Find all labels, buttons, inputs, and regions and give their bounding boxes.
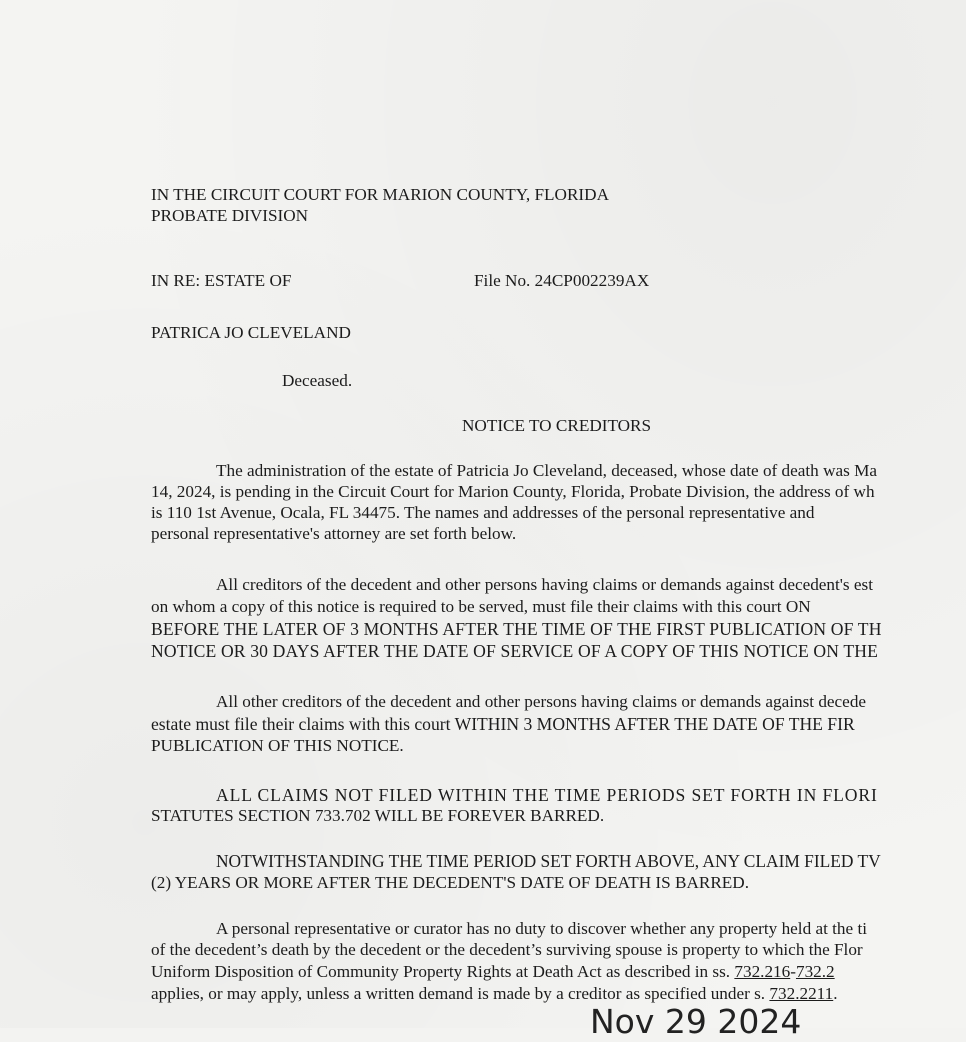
deceased-label: Deceased. bbox=[282, 371, 353, 390]
notice-title: NOTICE TO CREDITORS bbox=[462, 416, 652, 435]
paragraph-line: estate must file their claims with this court WITHIN 3 MONTHS AFTER THE DATE OF THE FIR bbox=[151, 714, 855, 734]
paragraph-text: applies, or may apply, unless a written demand is made by a creditor as specified under s. bbox=[151, 984, 770, 1003]
statute-reference: 732.2211 bbox=[769, 984, 834, 1003]
paragraph-line: BEFORE THE LATER OF 3 MONTHS AFTER THE TIME OF THE FIRST PUBLICATION OF TH bbox=[151, 619, 882, 639]
paragraph-line: All creditors of the decedent and other persons having claims or demands against decedent's est bbox=[216, 575, 873, 594]
paragraph-line: A personal representative or curator has no duty to discover whether any property held at the ti bbox=[216, 919, 868, 938]
paragraph-line: NOTICE OR 30 DAYS AFTER THE DATE OF SERVICE OF A COPY OF THIS NOTICE ON THE bbox=[151, 641, 879, 661]
file-number: File No. 24CP002239AX bbox=[474, 271, 650, 290]
decedent-name: PATRICA JO CLEVELAND bbox=[151, 323, 351, 342]
in-re-label: IN RE: ESTATE OF bbox=[151, 271, 292, 290]
paragraph-line: personal representative's attorney are set forth below. bbox=[151, 524, 517, 543]
paragraph-line bbox=[151, 984, 838, 1004]
paragraph-line: of the decedent’s death by the decedent or the decedent’s surviving spouse is property to which the Flor bbox=[151, 940, 863, 959]
paragraph-line: 14, 2024, is pending in the Circuit Court for Marion County, Florida, Probate Division, the address of wh bbox=[151, 482, 875, 501]
date-stamp: Nov 29 2024 bbox=[590, 1002, 802, 1041]
court-heading: IN THE CIRCUIT COURT FOR MARION COUNTY, FLORIDA bbox=[151, 185, 609, 204]
statute-reference: 732.216 bbox=[734, 962, 791, 981]
paragraph-line: PUBLICATION OF THIS NOTICE. bbox=[151, 736, 404, 755]
statute-reference: 732.2 bbox=[795, 962, 835, 981]
paragraph-line: (2) YEARS OR MORE AFTER THE DECEDENT'S DATE OF DEATH IS BARRED. bbox=[151, 873, 749, 892]
division-heading: PROBATE DIVISION bbox=[151, 206, 309, 225]
paragraph-text: Uniform Disposition of Community Property Rights at Death Act as described in ss. bbox=[151, 962, 735, 981]
paragraph-line: The administration of the estate of Patricia Jo Cleveland, deceased, whose date of death was Ma bbox=[216, 461, 878, 480]
paragraph-line bbox=[151, 962, 835, 982]
paragraph-line: STATUTES SECTION 733.702 WILL BE FOREVER BARRED. bbox=[151, 806, 605, 825]
paragraph-line: on whom a copy of this notice is required to be served, must file their claims with this court ON bbox=[151, 597, 811, 616]
paragraph-period: . bbox=[833, 984, 838, 1003]
statute-dash: - bbox=[790, 962, 796, 981]
paragraph-line: is 110 1st Avenue, Ocala, FL 34475. The names and addresses of the personal representative and bbox=[151, 503, 815, 522]
paragraph-line: All other creditors of the decedent and other persons having claims or demands against decede bbox=[216, 692, 867, 711]
paragraph-line: ALL CLAIMS NOT FILED WITHIN THE TIME PERIODS SET FORTH IN FLORI bbox=[216, 785, 878, 805]
paragraph-line: NOTWITHSTANDING THE TIME PERIOD SET FORTH ABOVE, ANY CLAIM FILED TV bbox=[216, 851, 881, 871]
